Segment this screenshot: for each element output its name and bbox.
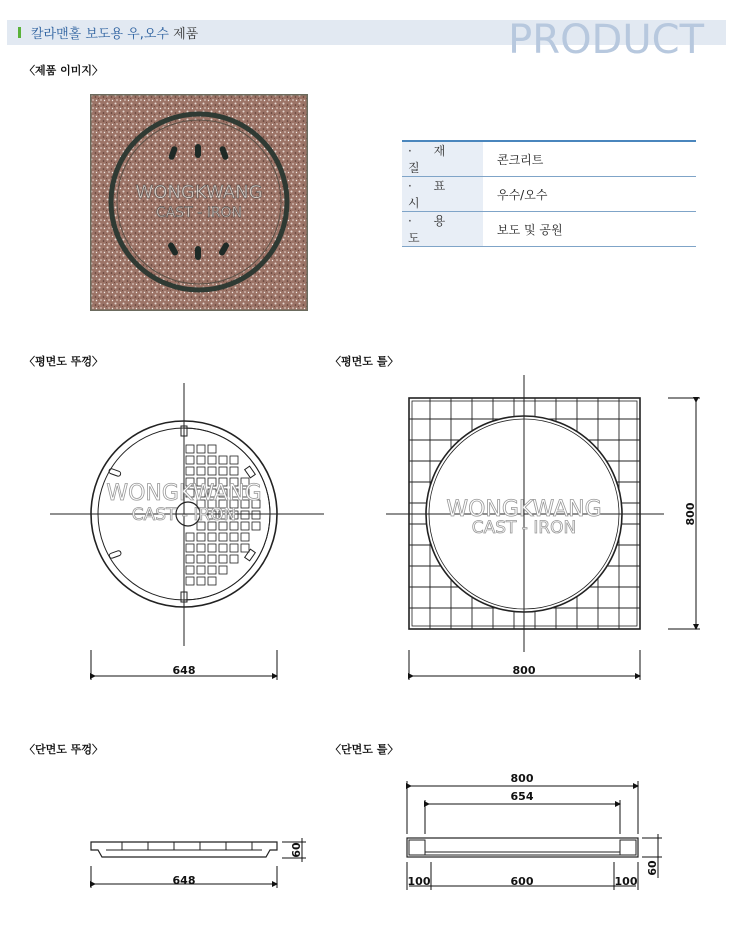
section-label-plan-cover: 〈평면도 뚜껑〉 [24,355,103,368]
brand-watermark: PRODUCT [508,17,704,63]
spec-value: 보도 및 공원 [483,212,696,247]
dim-label: 648 [172,874,196,887]
section-label-section-frame: 〈단면도 틀〉 [330,743,399,756]
spec-key: · 용 도 [402,212,483,247]
dim-frame-section-overall [407,781,638,834]
dim-label: 100 [614,875,638,888]
dim-label: 654 [510,790,534,803]
dim-label: 100 [407,875,431,888]
dim-label: 600 [510,875,534,888]
dim-frame-section-inner [425,800,620,834]
photo-brand-line2: CAST - IRON [155,205,243,221]
frame-section-drawing [407,838,638,857]
dim-label: 800 [512,664,536,677]
page-title: 칼라맨홀 보도용 우,오수 제품 [31,27,199,42]
dim-label: 648 [172,664,196,677]
cover-watermark-line1: WONGKWANG [106,481,262,506]
photo-brand-line1: WONGKWANG [135,182,263,203]
spec-key: · 재 질 [402,141,483,177]
dim-label: 60 [646,860,659,876]
frame-watermark-line2: CAST - IRON [471,518,577,538]
spec-value: 콘크리트 [483,141,696,177]
frame-watermark-line1: WONGKWANG [446,497,602,522]
spec-value: 우수/오수 [483,177,696,212]
dim-label: 60 [290,842,303,858]
section-label-plan-frame: 〈평면도 틀〉 [330,355,399,368]
cover-watermark-line2: CAST - IRON [131,505,237,525]
dim-label: 800 [684,502,697,526]
section-label-section-cover: 〈단면도 뚜껑〉 [24,743,103,756]
section-label-product-image: 〈제품 이미지〉 [24,64,103,77]
spec-key: · 표 시 [402,177,483,212]
dim-label: 800 [510,772,534,785]
cover-section-drawing [91,842,277,857]
